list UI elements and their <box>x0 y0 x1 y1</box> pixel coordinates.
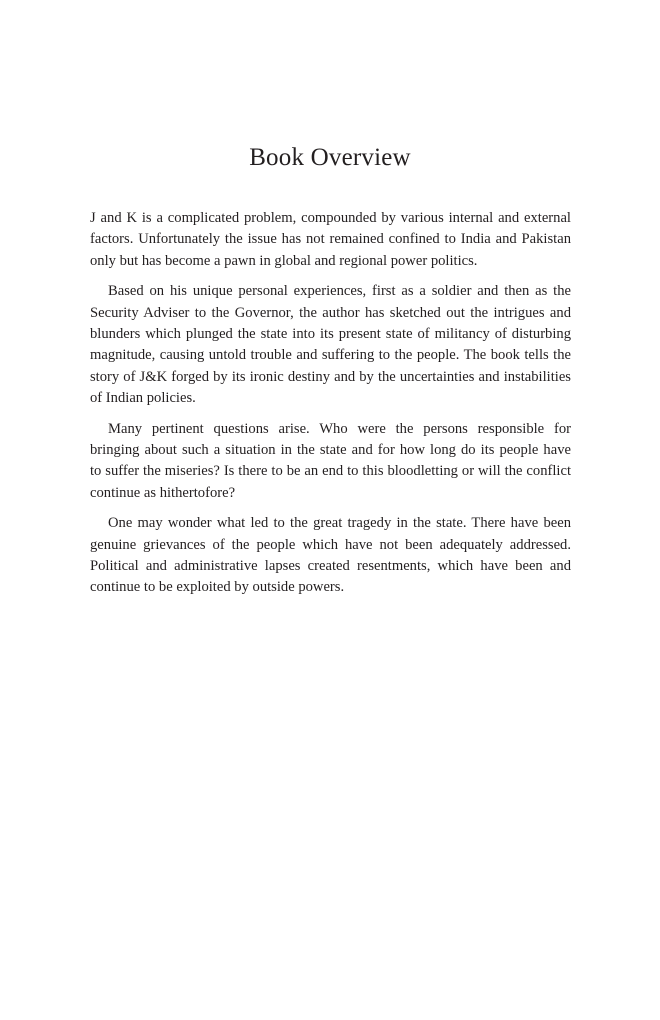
text-line: magnitude, causing untold trouble and suffering to the people. The book tells the <box>90 347 571 364</box>
paragraph-3 <box>90 419 571 504</box>
text-line: continue as hithertofore? <box>90 484 236 501</box>
text-line: only but has become a pawn in global and regional power politics. <box>90 252 478 269</box>
paragraph-2 <box>90 281 571 409</box>
text-line: Based on his unique personal experiences, first as a soldier and then as the <box>108 283 571 300</box>
text-line: J and K is a complicated problem, compounded by various internal and external <box>90 210 571 226</box>
text-line: to suffer the miseries? Is there to be an end to this bloodletting or will the conflict <box>90 463 571 480</box>
text-line: story of J&K forged by its ironic destiny and by the uncertainties and instabilities <box>90 368 571 385</box>
text-line: bringing about such a situation in the state and for how long do its people have <box>90 441 571 458</box>
paragraph-1 <box>90 208 571 272</box>
text-line: blunders which plunged the state into its present state of militancy of disturbing <box>90 325 571 342</box>
text-line: Many pertinent questions arise. Who were the persons responsible for <box>108 420 571 437</box>
text-line: Security Adviser to the Governor, the author has sketched out the intrigues and <box>90 304 571 321</box>
text-line: factors. Unfortunately the issue has not remained confined to India and Pakistan <box>90 231 571 248</box>
text-line: One may wonder what led to the great tragedy in the state. There have been <box>108 515 571 532</box>
text-line: of Indian policies. <box>90 389 196 406</box>
text-line: Political and administrative lapses created resentments, which have been and <box>90 557 571 574</box>
page-title: Book Overview <box>249 144 411 171</box>
text-line: genuine grievances of the people which have not been adequately addressed. <box>90 536 571 553</box>
overview-body <box>90 208 571 608</box>
paragraph-4 <box>90 513 571 598</box>
text-line: continue to be exploited by outside powers. <box>90 579 345 596</box>
